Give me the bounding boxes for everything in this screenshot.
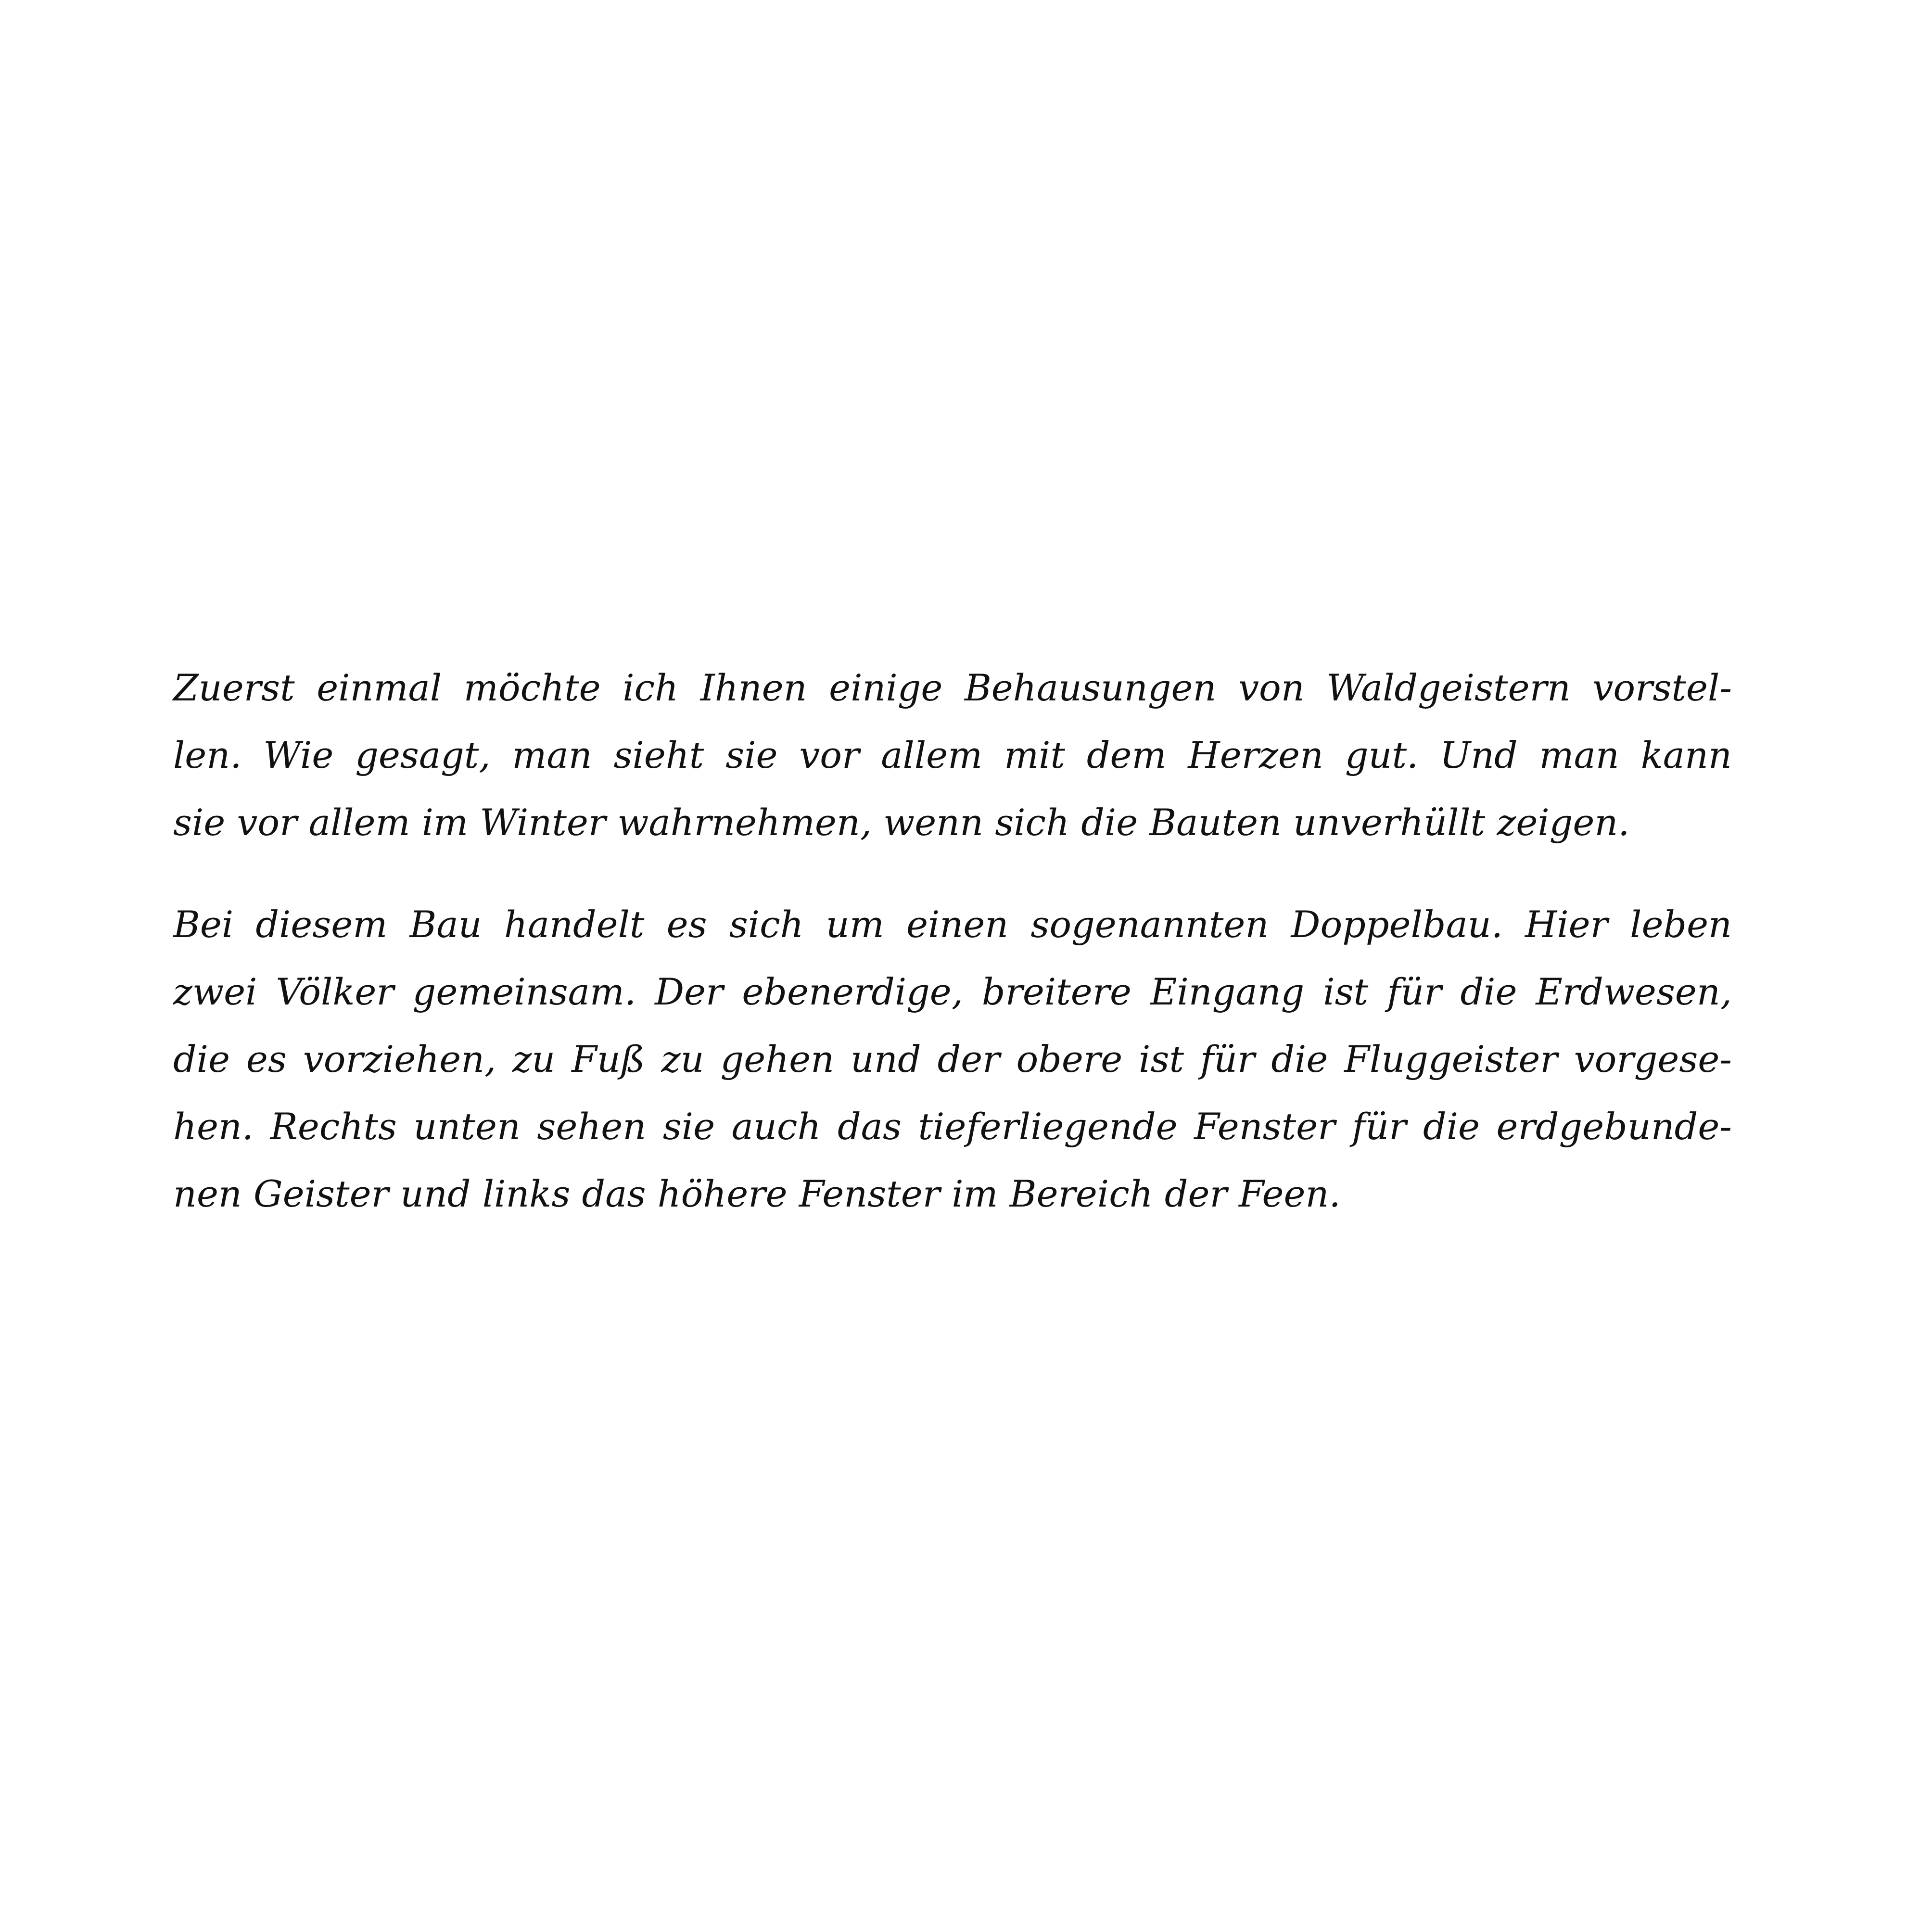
text-line: len. Wie gesagt, man sieht sie vor allem mit dem Herzen gut. Und man kann	[173, 734, 1732, 776]
text-line: die es vorziehen, zu Fuß zu gehen und der obere ist für die Fluggeister vorgese-	[173, 1038, 1732, 1080]
text-line: hen. Rechts unten sehen sie auch das tieferliegende Fenster für die erdgebunde-	[173, 1105, 1732, 1148]
paragraph-1	[173, 654, 1732, 856]
text-line: Bei diesem Bau handelt es sich um einen sogenannten Doppelbau. Hier leben	[173, 903, 1732, 946]
text-line: zwei Völker gemeinsam. Der ebenerdige, breitere Eingang ist für die Erdwesen,	[173, 970, 1732, 1013]
text-line: nen Geister und links das höhere Fenster im Bereich der Feen.	[173, 1172, 1341, 1215]
text-line: sie vor allem im Winter wahrnehmen, wenn sich die Bauten unverhüllt zeigen.	[173, 801, 1630, 844]
body-text	[173, 654, 1732, 1228]
paragraph-2	[173, 891, 1732, 1228]
text-line: Zuerst einmal möchte ich Ihnen einige Behausungen von Waldgeistern vorstel-	[173, 666, 1732, 709]
